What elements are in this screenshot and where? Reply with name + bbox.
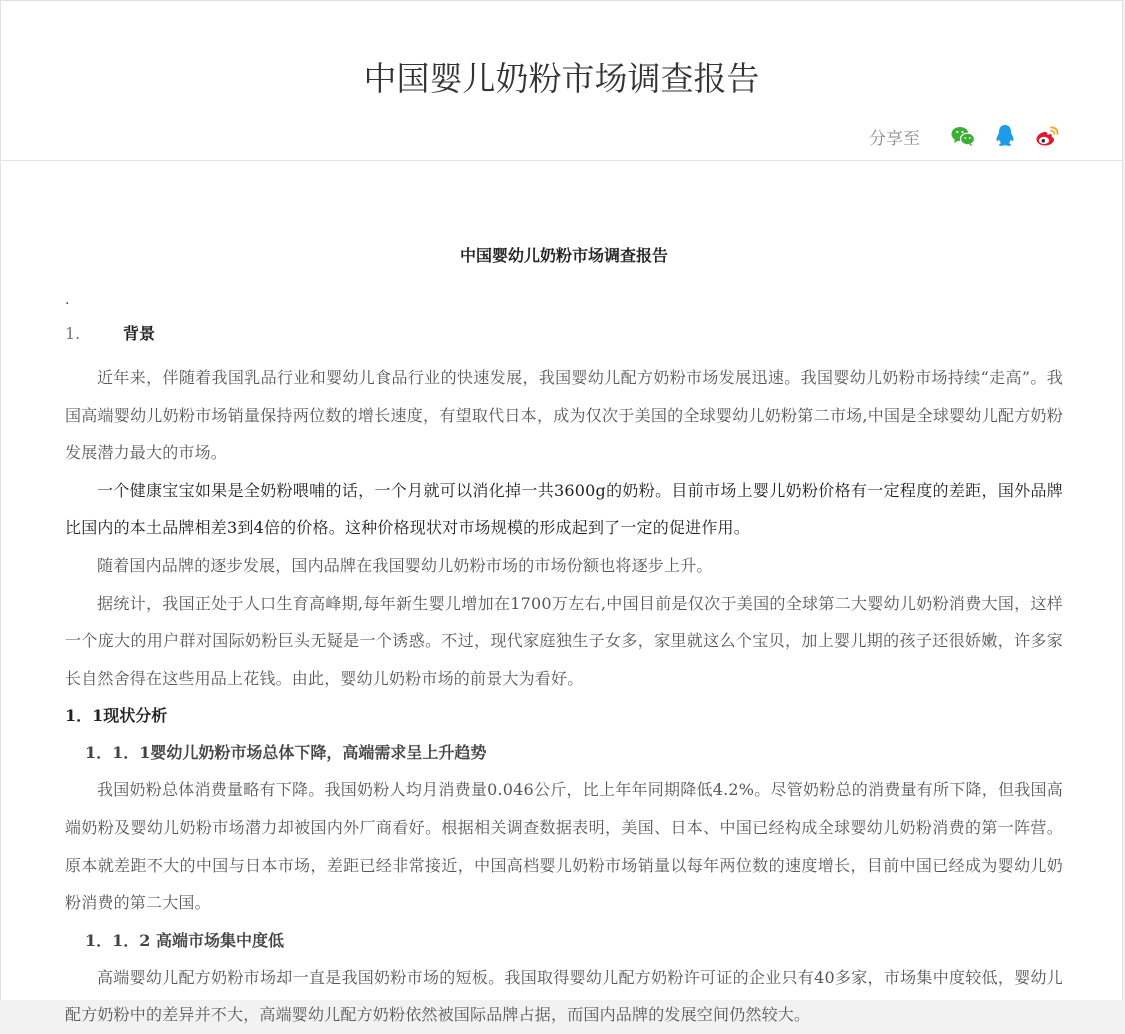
paragraph: 近年来，伴随着我国乳品行业和婴幼儿食品行业的快速发展，我国婴幼儿配方奶粉市场发展迅速。我国婴幼儿奶粉市场持续“走高”。我国高端婴幼儿奶粉市场销量保持两位数的增长速度，有望取代日本，成为仅次于美国的全球婴幼儿奶粉第二市场,中国是全球婴幼儿配方奶粉发展潜力最大的市场。 bbox=[65, 368, 1063, 463]
subsubsection-heading: 1．1．2 高端市场集中度低 bbox=[85, 930, 284, 950]
paragraph: 随着国内品牌的逐步发展，国内品牌在我国婴幼儿奶粉市场的市场份额也将逐步上升。 bbox=[97, 555, 713, 575]
subsection-heading: 1．1现状分析 bbox=[65, 706, 168, 726]
page-title: 中国婴儿奶粉市场调查报告 bbox=[363, 59, 760, 98]
subsubsection-heading: 1．1．1婴幼儿奶粉市场总体下降，高端需求呈上升趋势 bbox=[85, 743, 487, 763]
paragraph: 高端婴幼儿配方奶粉市场却一直是我国奶粉市场的短板。我国取得婴幼儿配方奶粉许可证的企业只有40多家，市场集中度较低，婴幼儿配方奶粉中的差异并不大，高端婴幼儿配方奶粉依然被国际品牌占据，而国内品牌的发展空间仍然较大。 bbox=[65, 967, 1063, 1025]
article-header bbox=[1, 1, 1122, 161]
share-label: 分享至 bbox=[869, 128, 920, 149]
document-title: 中国婴幼儿奶粉市场调查报告 bbox=[459, 246, 668, 265]
paragraph: 据统计，我国正处于人口生育高峰期,每年新生婴儿增加在1700万左右,中国目前是仅次于美国的全球第二大婴幼儿奶粉消费大国，这样一个庞大的用户群对国际奶粉巨头无疑是一个诱惑。不过，现代家庭独生子女多，家里就这么个宝贝，加上婴儿期的孩子还很娇嫩，许多家长自然舍得在这些用品上花钱。由此，婴幼儿奶粉市场的前景大为看好。 bbox=[65, 593, 1063, 688]
section-number: 1. bbox=[65, 324, 81, 343]
wechat-icon[interactable] bbox=[950, 123, 976, 149]
article-body bbox=[65, 241, 1063, 1034]
section-heading-background bbox=[65, 321, 1063, 347]
paragraph: 我国奶粉总体消费量略有下降。我国奶粉人均月消费量0.046公斤，比上年年同期降低4.2%。尽管奶粉总的消费量有所下降，但我国高端奶粉及婴幼儿奶粉市场潜力却被国内外厂商看好。根据相关调查数据表明，美国、日本、中国已经构成全球婴幼儿奶粉消费的第一阵营。原本就差距不大的中国与日本市场，差距已经非常接近，中国高档婴儿奶粉市场销量以每年两位数的速度增长，目前中国已经成为婴幼儿奶粉消费的第二大国。 bbox=[65, 780, 1063, 913]
section-title: 背景 bbox=[123, 324, 156, 343]
stray-dot: . bbox=[65, 292, 70, 308]
qq-icon[interactable] bbox=[992, 123, 1018, 149]
weibo-icon[interactable] bbox=[1034, 123, 1060, 149]
share-bar bbox=[869, 123, 1060, 149]
paragraph: 一个健康宝宝如果是全奶粉喂哺的话，一个月就可以消化掉一共3600g的奶粉。目前市场上婴儿奶粉价格有一定程度的差距，国外品牌比国内的本土品牌相差3到4倍的价格。这种价格现状对市场规模的形成起到了一定的促进作用。 bbox=[65, 480, 1063, 538]
